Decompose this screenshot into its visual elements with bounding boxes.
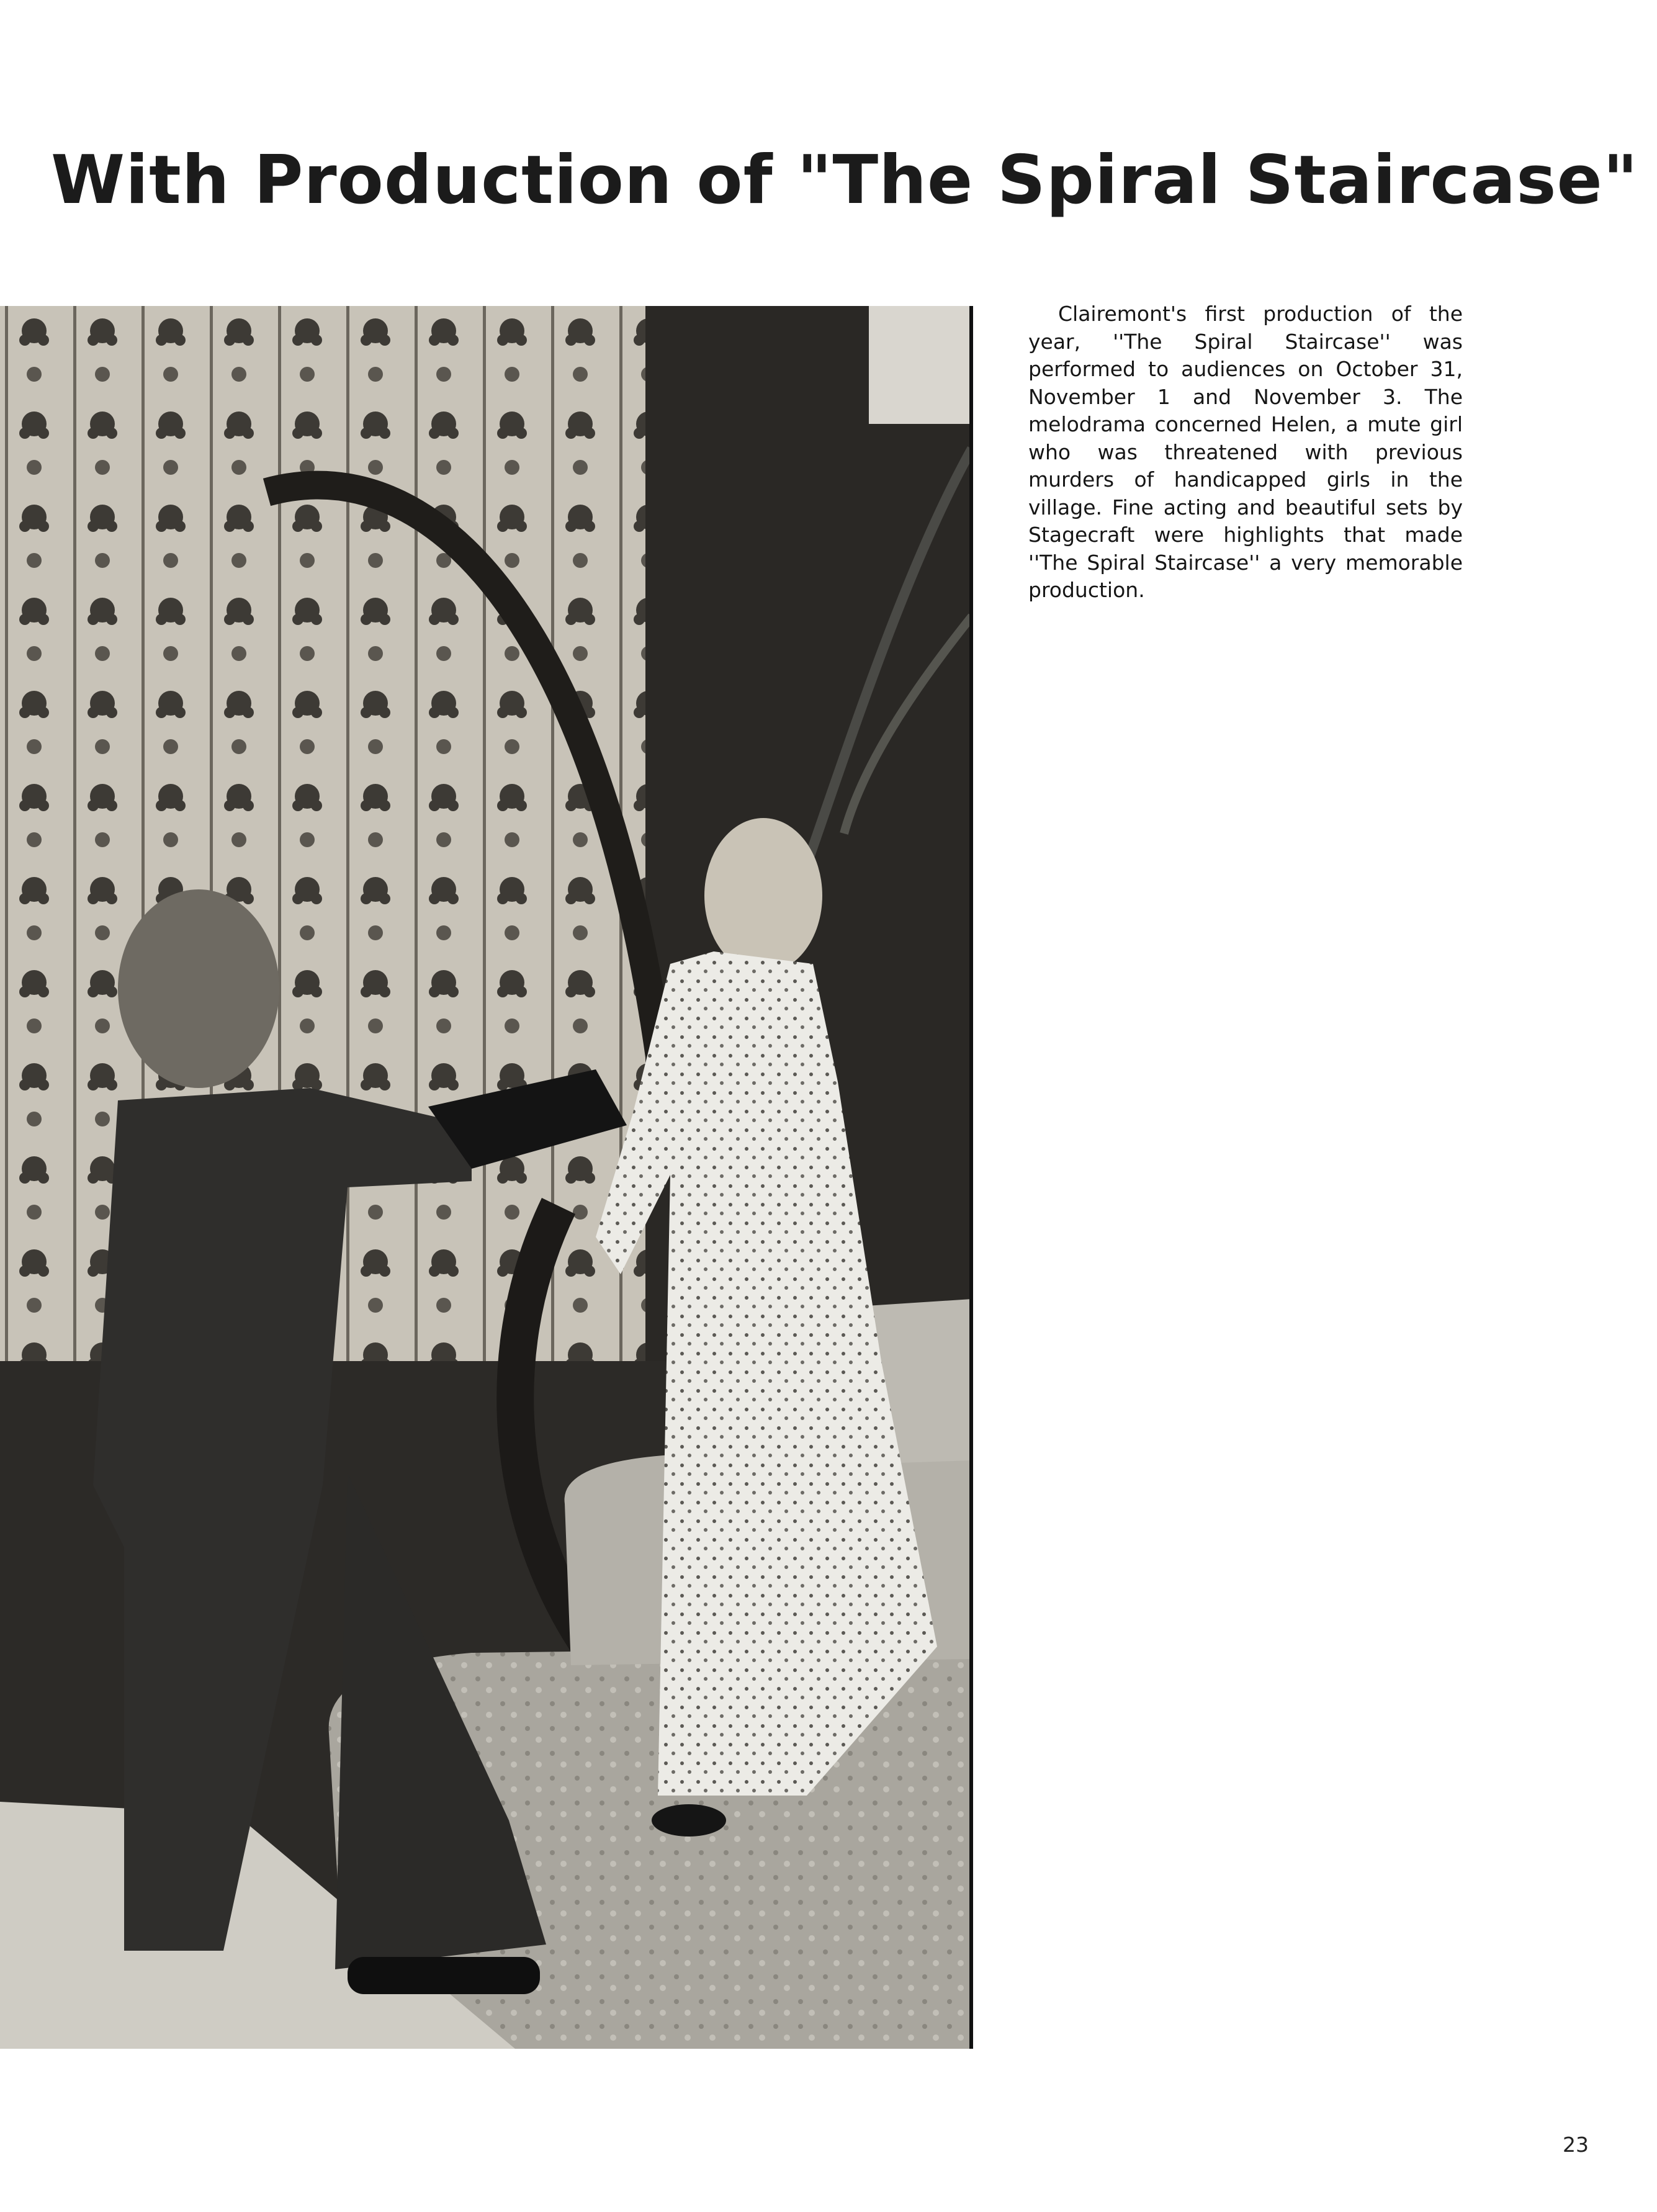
photo-edge — [969, 306, 973, 2049]
page-title: With Production of "The Spiral Staircase" — [51, 142, 1639, 219]
page-number: 23 — [1563, 2133, 1589, 2157]
stage-photo — [0, 306, 972, 2049]
article-text: Clairemont's first production of the year, ''The Spiral Staircase'' was performed to audiences on October 31, November 1 and November 3. The melodrama concerned Helen, a mute girl who was threatened with previous murders of handicapped girls in the village. Fine acting and beautiful sets by Stagecraft were highlights that made ''The Spiral Staircase'' a very memorable production. — [1028, 302, 1463, 602]
